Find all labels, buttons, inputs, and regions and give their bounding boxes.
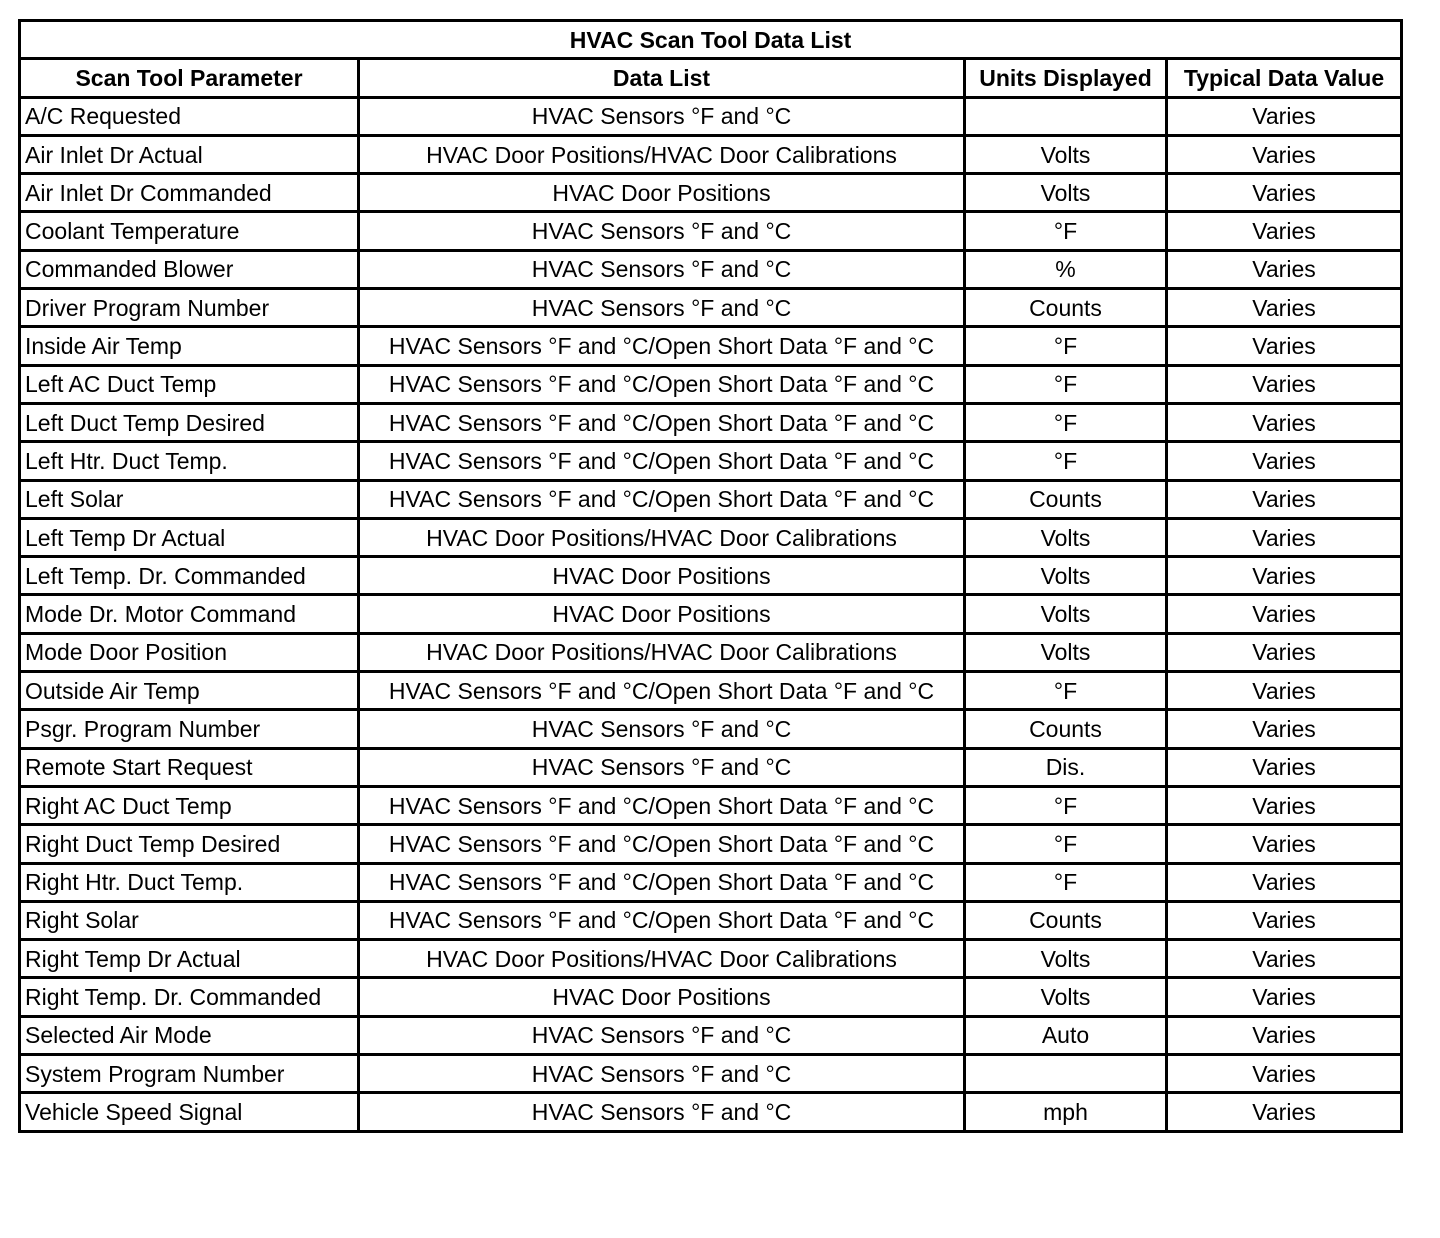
table-row: [20, 1093, 1402, 1131]
cell-data-list: HVAC Door Positions/HVAC Door Calibrations: [359, 940, 965, 978]
cell-units: Volts: [965, 633, 1167, 671]
cell-data-list: HVAC Door Positions: [359, 595, 965, 633]
cell-parameter: Right Solar: [20, 901, 359, 939]
cell-parameter: Selected Air Mode: [20, 1016, 359, 1054]
cell-parameter: System Program Number: [20, 1055, 359, 1093]
cell-units: °F: [965, 672, 1167, 710]
cell-units: Volts: [965, 557, 1167, 595]
cell-parameter: Right AC Duct Temp: [20, 786, 359, 824]
table-row: [20, 901, 1402, 939]
table-row: [20, 557, 1402, 595]
cell-data-list: HVAC Sensors °F and °C/Open Short Data °F and °C: [359, 901, 965, 939]
table-row: [20, 672, 1402, 710]
cell-typical: Varies: [1167, 786, 1402, 824]
title-row: [20, 21, 1402, 59]
cell-units: [965, 1055, 1167, 1093]
column-header-typical: Typical Data Value: [1167, 59, 1402, 97]
table-row: [20, 174, 1402, 212]
cell-units: Volts: [965, 174, 1167, 212]
cell-units: Dis.: [965, 748, 1167, 786]
table-row: [20, 212, 1402, 250]
cell-units: Counts: [965, 901, 1167, 939]
cell-data-list: HVAC Sensors °F and °C: [359, 1055, 965, 1093]
cell-units: Volts: [965, 595, 1167, 633]
cell-data-list: HVAC Sensors °F and °C: [359, 250, 965, 288]
cell-typical: Varies: [1167, 480, 1402, 518]
cell-parameter: Right Htr. Duct Temp.: [20, 863, 359, 901]
cell-typical: Varies: [1167, 442, 1402, 480]
cell-parameter: Air Inlet Dr Commanded: [20, 174, 359, 212]
cell-parameter: Coolant Temperature: [20, 212, 359, 250]
cell-data-list: HVAC Door Positions/HVAC Door Calibrations: [359, 135, 965, 173]
cell-units: °F: [965, 212, 1167, 250]
table-row: [20, 633, 1402, 671]
cell-units: °F: [965, 825, 1167, 863]
cell-parameter: Left AC Duct Temp: [20, 365, 359, 403]
cell-parameter: Vehicle Speed Signal: [20, 1093, 359, 1131]
cell-units: °F: [965, 442, 1167, 480]
table-row: [20, 863, 1402, 901]
table-row: [20, 250, 1402, 288]
cell-typical: Varies: [1167, 289, 1402, 327]
cell-typical: Varies: [1167, 940, 1402, 978]
cell-units: °F: [965, 365, 1167, 403]
cell-data-list: HVAC Door Positions/HVAC Door Calibrations: [359, 518, 965, 556]
cell-typical: Varies: [1167, 901, 1402, 939]
table-row: [20, 786, 1402, 824]
cell-typical: Varies: [1167, 978, 1402, 1016]
cell-units: mph: [965, 1093, 1167, 1131]
cell-units: Volts: [965, 135, 1167, 173]
table-row: [20, 940, 1402, 978]
cell-units: Volts: [965, 978, 1167, 1016]
table-row: [20, 327, 1402, 365]
cell-parameter: Right Temp Dr Actual: [20, 940, 359, 978]
cell-data-list: HVAC Sensors °F and °C: [359, 1093, 965, 1131]
cell-parameter: Mode Dr. Motor Command: [20, 595, 359, 633]
cell-data-list: HVAC Door Positions/HVAC Door Calibrations: [359, 633, 965, 671]
cell-data-list: HVAC Sensors °F and °C/Open Short Data °F and °C: [359, 365, 965, 403]
cell-typical: Varies: [1167, 633, 1402, 671]
table-row: [20, 1055, 1402, 1093]
cell-typical: Varies: [1167, 748, 1402, 786]
cell-data-list: HVAC Sensors °F and °C/Open Short Data °F and °C: [359, 863, 965, 901]
cell-units: °F: [965, 403, 1167, 441]
table-row: [20, 518, 1402, 556]
column-header-data-list: Data List: [359, 59, 965, 97]
cell-data-list: HVAC Sensors °F and °C/Open Short Data °F and °C: [359, 672, 965, 710]
cell-parameter: Left Temp. Dr. Commanded: [20, 557, 359, 595]
column-header-parameter: Scan Tool Parameter: [20, 59, 359, 97]
cell-typical: Varies: [1167, 863, 1402, 901]
cell-parameter: Right Duct Temp Desired: [20, 825, 359, 863]
cell-typical: Varies: [1167, 327, 1402, 365]
cell-units: Counts: [965, 289, 1167, 327]
cell-data-list: HVAC Sensors °F and °C/Open Short Data °F and °C: [359, 403, 965, 441]
cell-data-list: HVAC Door Positions: [359, 978, 965, 1016]
column-header-units: Units Displayed: [965, 59, 1167, 97]
cell-parameter: Driver Program Number: [20, 289, 359, 327]
header-row: [20, 59, 1402, 97]
cell-data-list: HVAC Door Positions: [359, 557, 965, 595]
cell-data-list: HVAC Sensors °F and °C/Open Short Data °F and °C: [359, 825, 965, 863]
table-row: [20, 710, 1402, 748]
table-row: [20, 289, 1402, 327]
cell-units: °F: [965, 327, 1167, 365]
cell-data-list: HVAC Sensors °F and °C/Open Short Data °F and °C: [359, 327, 965, 365]
hvac-scan-tool-table: [18, 19, 1403, 1133]
table-row: [20, 480, 1402, 518]
cell-parameter: Left Temp Dr Actual: [20, 518, 359, 556]
cell-parameter: Remote Start Request: [20, 748, 359, 786]
cell-units: Counts: [965, 480, 1167, 518]
cell-typical: Varies: [1167, 212, 1402, 250]
cell-parameter: Left Solar: [20, 480, 359, 518]
cell-parameter: Air Inlet Dr Actual: [20, 135, 359, 173]
cell-parameter: Left Htr. Duct Temp.: [20, 442, 359, 480]
cell-typical: Varies: [1167, 174, 1402, 212]
table-row: [20, 442, 1402, 480]
table-row: [20, 97, 1402, 135]
cell-parameter: Outside Air Temp: [20, 672, 359, 710]
cell-parameter: Mode Door Position: [20, 633, 359, 671]
cell-data-list: HVAC Door Positions: [359, 174, 965, 212]
cell-data-list: HVAC Sensors °F and °C: [359, 289, 965, 327]
cell-typical: Varies: [1167, 135, 1402, 173]
cell-units: °F: [965, 863, 1167, 901]
table-row: [20, 595, 1402, 633]
cell-typical: Varies: [1167, 365, 1402, 403]
cell-typical: Varies: [1167, 595, 1402, 633]
cell-parameter: Psgr. Program Number: [20, 710, 359, 748]
cell-units: Counts: [965, 710, 1167, 748]
cell-parameter: Left Duct Temp Desired: [20, 403, 359, 441]
table-row: [20, 1016, 1402, 1054]
cell-parameter: Right Temp. Dr. Commanded: [20, 978, 359, 1016]
cell-typical: Varies: [1167, 1016, 1402, 1054]
cell-data-list: HVAC Sensors °F and °C: [359, 1016, 965, 1054]
table-row: [20, 403, 1402, 441]
table-row: [20, 978, 1402, 1016]
cell-units: [965, 97, 1167, 135]
table-row: [20, 825, 1402, 863]
cell-units: °F: [965, 786, 1167, 824]
cell-data-list: HVAC Sensors °F and °C: [359, 710, 965, 748]
cell-units: Volts: [965, 940, 1167, 978]
cell-typical: Varies: [1167, 1093, 1402, 1131]
cell-data-list: HVAC Sensors °F and °C: [359, 97, 965, 135]
cell-data-list: HVAC Sensors °F and °C/Open Short Data °F and °C: [359, 786, 965, 824]
cell-parameter: Commanded Blower: [20, 250, 359, 288]
table-row: [20, 748, 1402, 786]
cell-parameter: A/C Requested: [20, 97, 359, 135]
cell-units: Auto: [965, 1016, 1167, 1054]
cell-data-list: HVAC Sensors °F and °C: [359, 748, 965, 786]
cell-data-list: HVAC Sensors °F and °C/Open Short Data °F and °C: [359, 442, 965, 480]
cell-typical: Varies: [1167, 250, 1402, 288]
cell-data-list: HVAC Sensors °F and °C: [359, 212, 965, 250]
cell-typical: Varies: [1167, 518, 1402, 556]
cell-units: %: [965, 250, 1167, 288]
table-body: [20, 97, 1402, 1131]
cell-units: Volts: [965, 518, 1167, 556]
cell-typical: Varies: [1167, 825, 1402, 863]
cell-typical: Varies: [1167, 403, 1402, 441]
table-row: [20, 365, 1402, 403]
cell-typical: Varies: [1167, 1055, 1402, 1093]
cell-data-list: HVAC Sensors °F and °C/Open Short Data °F and °C: [359, 480, 965, 518]
table-title: HVAC Scan Tool Data List: [20, 21, 1402, 59]
cell-parameter: Inside Air Temp: [20, 327, 359, 365]
cell-typical: Varies: [1167, 557, 1402, 595]
cell-typical: Varies: [1167, 710, 1402, 748]
table-row: [20, 135, 1402, 173]
cell-typical: Varies: [1167, 97, 1402, 135]
cell-typical: Varies: [1167, 672, 1402, 710]
